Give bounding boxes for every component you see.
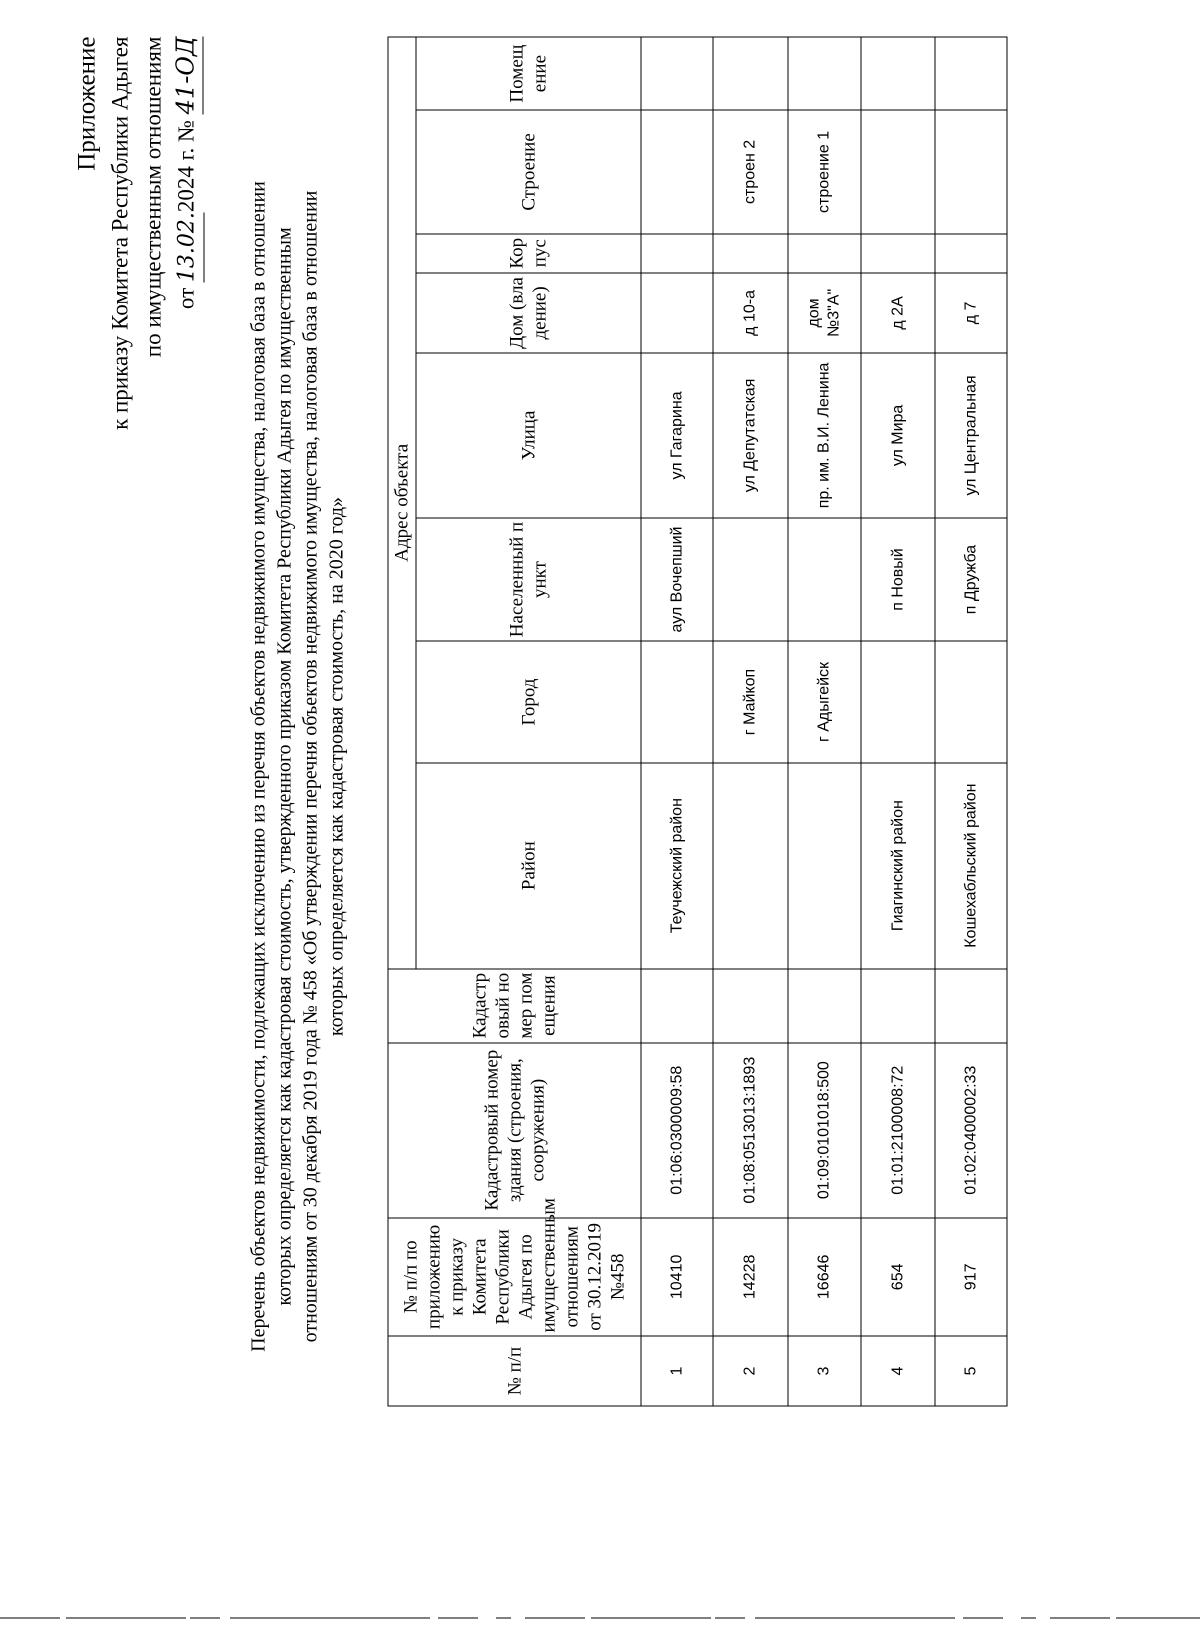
cell-num: 3	[788, 1336, 861, 1406]
cell-street: пр. им. В.И. Ленина	[788, 353, 861, 518]
handwritten-date: 13.02.	[170, 212, 204, 282]
cell-prev-num: 14228	[713, 1218, 788, 1336]
cell-building	[641, 110, 713, 234]
cell-house	[641, 273, 713, 353]
cell-settlement	[713, 518, 788, 642]
cell-korpus	[935, 234, 1007, 273]
cell-city	[861, 641, 935, 762]
cell-district	[788, 763, 861, 969]
cell-cad-room	[788, 969, 861, 1043]
col-korpus-header: Корпус	[416, 234, 641, 273]
cell-cad-building: 01:06:0300009:58	[641, 1043, 713, 1218]
cell-district: Кошехабльский район	[935, 763, 1007, 969]
cell-num: 4	[861, 1336, 935, 1406]
col-district-header: Район	[416, 763, 641, 969]
cell-prev-num: 16646	[788, 1218, 861, 1336]
cell-house: д 10-а	[713, 273, 788, 353]
col-cad-building-header: Кадастровый номер здания (строения, сооружения)	[388, 1043, 641, 1218]
col-prev-num-header: № п/п по приложению к приказу Комитета Республики Адыгея по имущественным отношениям от 30.12.2019 №458	[388, 1218, 641, 1336]
cell-house: д 7	[935, 273, 1007, 353]
cell-room	[641, 37, 713, 110]
col-room-header: Помещение	[416, 37, 641, 110]
cell-korpus	[861, 234, 935, 273]
col-settlement-header: Населенный пункт	[416, 518, 641, 642]
col-city-header: Город	[416, 641, 641, 762]
cell-building: строен 2	[713, 110, 788, 234]
cell-city: г Майкоп	[713, 641, 788, 762]
cell-cad-building: 01:01:2100008:72	[861, 1043, 935, 1218]
order-date-line	[169, 37, 204, 637]
cell-district	[713, 763, 788, 969]
cell-street: ул Мира	[861, 353, 935, 518]
objects-table	[387, 37, 1007, 1407]
scan-edge-dashes	[0, 1577, 1200, 1637]
col-street-header: Улица	[416, 353, 641, 518]
handwritten-order-number: 41-ОД	[169, 37, 203, 115]
cell-prev-num: 917	[935, 1218, 1007, 1336]
cell-building	[861, 110, 935, 234]
cell-num: 5	[935, 1336, 1007, 1406]
cell-district: Теучежский район	[641, 763, 713, 969]
cell-city	[935, 641, 1007, 762]
cell-korpus	[788, 234, 861, 273]
number-label: №	[173, 120, 198, 143]
cell-settlement	[788, 518, 861, 642]
order-year: 2024 г.	[173, 147, 198, 213]
cell-cad-room	[641, 969, 713, 1043]
cell-settlement: п Дружба	[935, 518, 1007, 642]
cell-room	[713, 37, 788, 110]
cell-room	[788, 37, 861, 110]
appendix-label: Приложение	[73, 36, 100, 171]
cell-district: Гиагинский район	[861, 763, 935, 969]
cell-cad-building: 01:08:0513013:1893	[713, 1043, 788, 1218]
col-building-header: Строение	[416, 110, 641, 234]
header-row-1	[388, 37, 416, 1406]
cell-city: г Адыгейск	[788, 641, 861, 762]
table-row	[641, 37, 713, 1406]
cell-korpus	[713, 234, 788, 273]
cell-street: ул Гагарина	[641, 353, 713, 518]
cell-house: дом №3"А"	[788, 273, 861, 353]
cell-num: 2	[713, 1336, 788, 1406]
cell-street: ул Депутатская	[713, 353, 788, 518]
committee-reference: по имущественным отношениям	[140, 36, 165, 358]
cell-building: строение 1	[788, 110, 861, 234]
table-row	[788, 37, 861, 1406]
cell-cad-building: 01:09:0101018:500	[788, 1043, 861, 1218]
cell-cad-room	[713, 969, 788, 1043]
table-row	[713, 37, 788, 1406]
document-title: Перечень объектов недвижимости, подлежащих исключению из перечня объектов недвижимого имущества, налоговая база в отношении которых определяется как кадастровая стоимость, утвержденного приказом Комитета Республики Адыгея по имущественным отношениям от 30 декабря 2019 года № 458 «Об утверждении перечня объектов недвижимого имущества, налоговая база в отношении которых определяется как кадастровая стоимость, на 2020 год»	[247, 181, 347, 1352]
cell-cad-room	[861, 969, 935, 1043]
cell-num: 1	[641, 1336, 713, 1406]
col-num-header: № п/п	[388, 1336, 641, 1406]
col-house-header: Дом (владение)	[416, 273, 641, 353]
cell-city	[641, 641, 713, 762]
cell-cad-building: 01:02:0400002:33	[935, 1043, 1007, 1218]
col-cad-room-header: Кадастровый номер помещения	[388, 969, 641, 1043]
table-row	[861, 37, 935, 1406]
from-label: от	[173, 287, 198, 310]
cell-korpus	[641, 234, 713, 273]
table-row	[935, 37, 1007, 1406]
cell-room	[935, 37, 1007, 110]
cell-settlement: аул Вочепший	[641, 518, 713, 642]
cell-prev-num: 654	[861, 1218, 935, 1336]
cell-cad-room	[935, 969, 1007, 1043]
order-reference: к приказу Комитета Республики Адыгея	[107, 36, 132, 430]
cell-building	[935, 110, 1007, 234]
cell-room	[861, 37, 935, 110]
cell-house: д 2А	[861, 273, 935, 353]
address-group-header: Адрес объекта	[388, 37, 416, 969]
cell-prev-num: 10410	[641, 1218, 713, 1336]
cell-settlement: п Новый	[861, 518, 935, 642]
appendix-header	[70, 37, 204, 637]
cell-street: ул Центральная	[935, 353, 1007, 518]
